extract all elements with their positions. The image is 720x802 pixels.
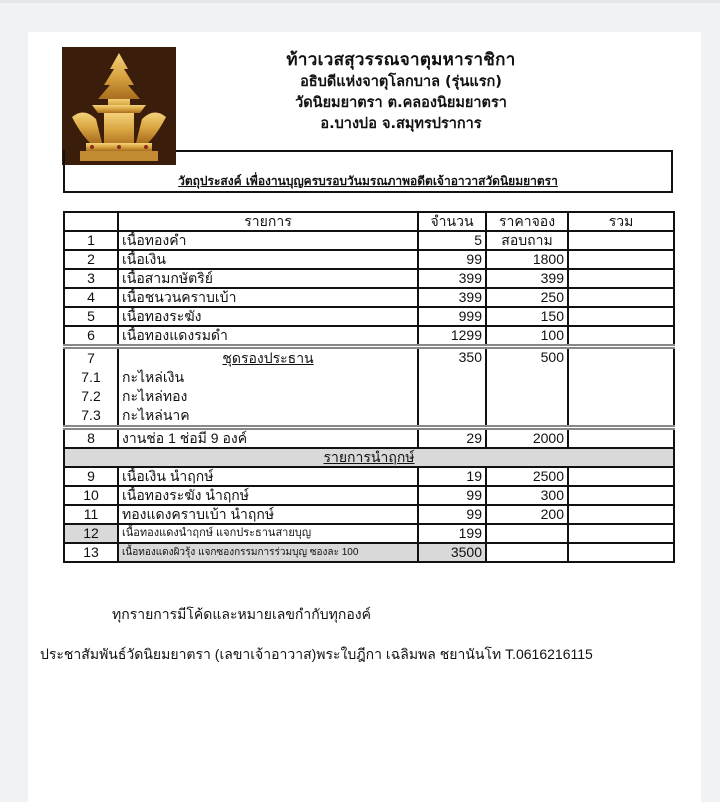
row-item: เนื้อเงิน [118, 250, 418, 269]
row-total [568, 307, 674, 326]
row-number: 3 [64, 269, 118, 288]
row-price: 300 [486, 486, 568, 505]
group-quantity: 350 [418, 347, 486, 428]
thao-wessuwan-amulet-icon [62, 47, 176, 165]
row-total [568, 467, 674, 486]
row-item: เนื้อทองคำ [118, 231, 418, 250]
group-items [118, 347, 418, 428]
row-item: เนื้อทองแดงผิวรุ้ง แจกซองกรรมการร่วมบุญ ซองละ 100 [118, 543, 418, 562]
table-row [64, 486, 674, 505]
title-line-4: อ.บางบ่อ จ.สมุทรปราการ [320, 116, 482, 132]
subitem-name: กะไหล่นาค [122, 407, 190, 423]
row-item: เนื้อทองแดงรมดำ [118, 326, 418, 347]
title-line-3: วัดนิยมยาตรา ต.คลองนิยมยาตรา [295, 95, 507, 111]
section-title-fortune-items: รายการนำฤกษ์ [64, 448, 674, 467]
row-price: สอบถาม [486, 231, 568, 250]
row-total [568, 288, 674, 307]
empty-cell [486, 524, 568, 543]
row-item: เนื้อสามกษัตริย์ [118, 269, 418, 288]
section-header-row [64, 448, 674, 467]
row-number: 12 [64, 524, 118, 543]
row-quantity: 3500 [418, 543, 486, 562]
note-contact: ประชาสัมพันธ์วัดนิยมยาตรา (เลขาเจ้าอาวาส)พระใบฎีกา เฉลิมพล ชยานันโท T.0616216115 [40, 646, 593, 662]
empty-cell [568, 543, 674, 562]
row-item: ทองแดงคราบเบ้า นำฤกษ์ [118, 505, 418, 524]
col-header-total: รวม [568, 212, 674, 231]
row-total [568, 505, 674, 524]
title-line-2: อธิบดีแห่งจาตุโลกบาล (รุ่นแรก) [300, 74, 502, 90]
table-header-row [64, 212, 674, 231]
top-bar [0, 0, 720, 3]
subitem-number: 7.1 [81, 369, 101, 385]
table-row [64, 231, 674, 250]
col-header-price: ราคาจอง [486, 212, 568, 231]
row-total [568, 326, 674, 347]
title-line-1: ท้าวเวสสุวรรณจาตุมหาราชิกา [286, 50, 516, 70]
note-codes: ทุกรายการมีโค้ดและหมายเลขกำกับทุกองค์ [112, 606, 371, 622]
row-number: 9 [64, 467, 118, 486]
table-row-group-vice-president-set [64, 347, 674, 428]
row-number: 5 [64, 307, 118, 326]
row-item: เนื้อเงิน นำฤกษ์ [118, 467, 418, 486]
table-row [64, 307, 674, 326]
row-quantity: 399 [418, 288, 486, 307]
row-total [568, 250, 674, 269]
subitem-number: 7.2 [81, 388, 101, 404]
row-number: 4 [64, 288, 118, 307]
group-price: 500 [486, 347, 568, 428]
row-item: เนื้อทองแดงนำฤกษ์ แจกประธานสายบุญ [118, 524, 418, 543]
row-item: งานช่อ 1 ช่อมี 9 องค์ [118, 428, 418, 449]
reservation-table [63, 211, 675, 563]
row-price: 200 [486, 505, 568, 524]
table-row [64, 524, 674, 543]
row-total [568, 269, 674, 288]
row-number: 13 [64, 543, 118, 562]
row-quantity: 399 [418, 269, 486, 288]
col-header-number [64, 212, 118, 231]
row-number: 11 [64, 505, 118, 524]
row-number: 6 [64, 326, 118, 347]
header-title-block [196, 48, 606, 135]
subtitle-box [63, 150, 673, 193]
row-price: 100 [486, 326, 568, 347]
row-total [568, 428, 674, 449]
row-quantity: 99 [418, 505, 486, 524]
row-total [568, 231, 674, 250]
row-number: 2 [64, 250, 118, 269]
row-item: เนื้อชนวนคราบเบ้า [118, 288, 418, 307]
row-number: 10 [64, 486, 118, 505]
empty-cell [486, 543, 568, 562]
subitem-name: กะไหล่เงิน [122, 369, 185, 385]
subitem-number: 7.3 [81, 407, 101, 423]
amulet-image[interactable] [62, 47, 176, 165]
table-row [64, 505, 674, 524]
col-header-item: รายการ [118, 212, 418, 231]
row-quantity: 199 [418, 524, 486, 543]
row-number: 1 [64, 231, 118, 250]
row-quantity: 99 [418, 250, 486, 269]
group-total [568, 347, 674, 428]
row-quantity: 1299 [418, 326, 486, 347]
table-row [64, 467, 674, 486]
group-numbers [64, 347, 118, 428]
row-price: 2500 [486, 467, 568, 486]
row-price: 150 [486, 307, 568, 326]
group-title: ชุดรองประธาน [222, 350, 314, 366]
empty-cell [568, 524, 674, 543]
row-item: เนื้อทองระฆัง [118, 307, 418, 326]
purpose-subtitle: วัตถุประสงค์ เพื่องานบุญครบรอบวันมรณภาพอดีตเจ้าอาวาสวัดนิยมยาตรา [178, 174, 558, 188]
row-price: 1800 [486, 250, 568, 269]
row-quantity: 5 [418, 231, 486, 250]
group-number: 7 [87, 350, 95, 366]
table-row [64, 288, 674, 307]
table-row [64, 428, 674, 449]
row-quantity: 19 [418, 467, 486, 486]
row-price: 250 [486, 288, 568, 307]
table-row [64, 250, 674, 269]
row-price: 399 [486, 269, 568, 288]
row-quantity: 99 [418, 486, 486, 505]
table-row [64, 269, 674, 288]
table-row [64, 326, 674, 347]
row-item: เนื้อทองระฆัง นำฤกษ์ [118, 486, 418, 505]
row-number: 8 [64, 428, 118, 449]
subitem-name: กะไหล่ทอง [122, 388, 188, 404]
row-quantity: 29 [418, 428, 486, 449]
row-total [568, 486, 674, 505]
row-quantity: 999 [418, 307, 486, 326]
col-header-quantity: จำนวน [418, 212, 486, 231]
table-row [64, 543, 674, 562]
row-price: 2000 [486, 428, 568, 449]
